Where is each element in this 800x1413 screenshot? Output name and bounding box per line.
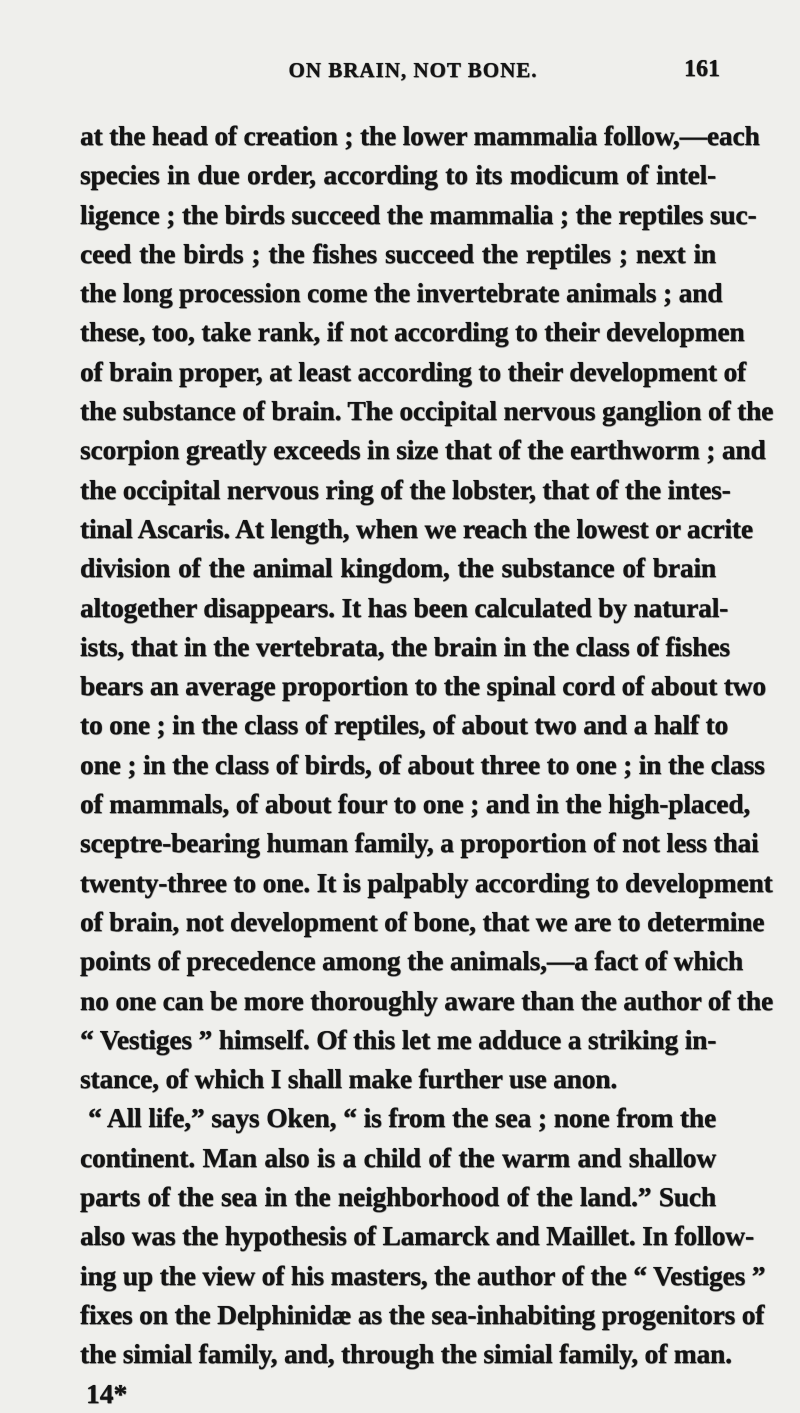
- text-line: the occipital nervous ring of the lobster, that of the intes-: [80, 473, 731, 505]
- text-line: altogether disappears. It has been calculated by natural-: [80, 591, 729, 623]
- signature-mark: 14*: [86, 1377, 128, 1409]
- text-line: ceed the birds ; the fishes succeed the reptiles ; next in: [80, 237, 716, 269]
- text-line: tinal Ascaris. At length, when we reach the lowest or acrite: [80, 512, 753, 544]
- text-line: of brain proper, at least according to their development of: [80, 355, 746, 387]
- text-line: sceptre-bearing human family, a proportion of not less thai: [80, 827, 759, 859]
- text-line: species in due order, according to its modicum of intel-: [80, 159, 716, 191]
- text-line: “ All life,” says Oken, “ is from the sea ; none from the: [88, 1102, 716, 1134]
- text-line: ing up the view of his masters, the author of the “ Vestiges ”: [80, 1259, 766, 1291]
- text-line: continent. Man also is a child of the warm and shallow: [80, 1141, 716, 1173]
- text-line: ists, that in the vertebrata, the brain in the class of fishes: [80, 630, 730, 662]
- page-number: 161: [684, 56, 720, 82]
- text-line: stance, of which I shall make further use anon.: [80, 1063, 618, 1095]
- text-line: fixes on the Delphinidæ as the sea-inhabiting progenitors of: [80, 1298, 765, 1330]
- text-line: also was the hypothesis of Lamarck and Maillet. In follow-: [80, 1220, 754, 1252]
- text-line: the long procession come the invertebrate animals ; and: [80, 277, 723, 309]
- text-line: bears an average proportion to the spinal cord of about two: [80, 670, 766, 702]
- text-line: no one can be more thoroughly aware than the author of the: [80, 984, 773, 1016]
- running-head: ON BRAIN, NOT BONE.: [288, 58, 538, 82]
- text-line: “ Vestiges ” himself. Of this let me adduce a striking in-: [80, 1023, 717, 1055]
- book-page: [80, 56, 774, 1413]
- body-text: [80, 116, 774, 1413]
- page-header: [80, 56, 720, 98]
- text-line: division of the animal kingdom, the substance of brain: [80, 552, 716, 584]
- text-line: points of precedence among the animals,—a fact of which: [80, 945, 743, 977]
- text-line: the substance of brain. The occipital nervous ganglion of the: [80, 395, 774, 427]
- text-line: of mammals, of about four to one ; and in the high-placed,: [80, 788, 751, 820]
- text-line: the simial family, and, through the simial family, of man.: [80, 1338, 732, 1370]
- text-line: one ; in the class of birds, of about three to one ; in the class: [80, 748, 765, 780]
- text-line: of brain, not development of bone, that we are to determine: [80, 905, 765, 937]
- text-line: ligence ; the birds succeed the mammalia ; the reptiles suc-: [80, 198, 757, 230]
- text-line: twenty-three to one. It is palpably according to development: [80, 866, 773, 898]
- text-line: at the head of creation ; the lower mammalia follow,—each: [80, 120, 760, 151]
- text-line: to one ; in the class of reptiles, of about two and a half to: [80, 709, 729, 741]
- text-line: scorpion greatly exceeds in size that of the earthworm ; and: [80, 434, 766, 466]
- text-line: parts of the sea in the neighborhood of the land.” Such: [80, 1181, 716, 1213]
- text-line: these, too, take rank, if not according to their developmen: [80, 316, 745, 348]
